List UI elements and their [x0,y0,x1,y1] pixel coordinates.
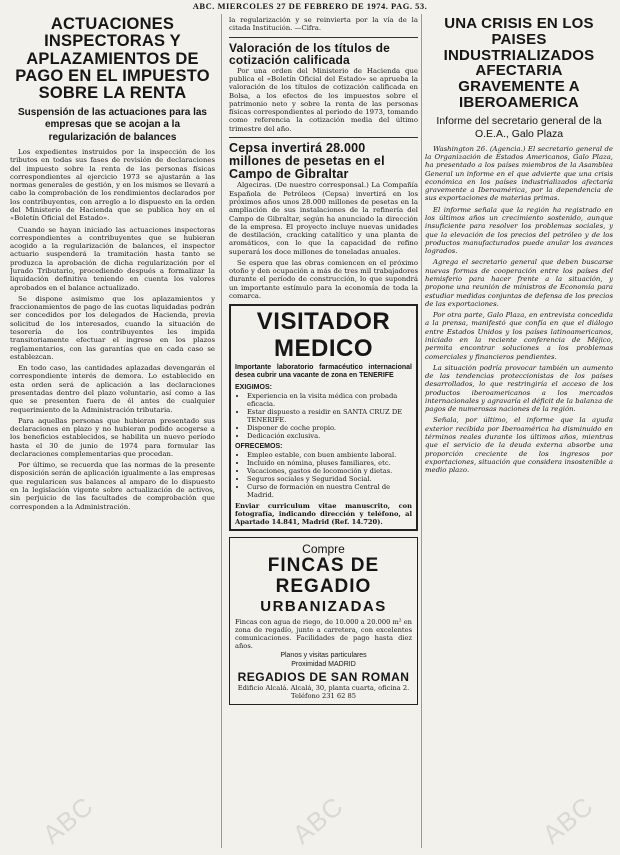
article-paragraph: Para aquellas personas que hubieran presentado sus declaraciones en plazo y no hubieran podido acogerse a los beneficios establecidos, se habilita un nuevo período hasta el 30 de junio de 1974 para formular las declaraciones complementarias que procedan. [10,416,215,458]
ad-title: FINCAS DE REGADIO [267,555,380,598]
list-item: • Disponer de coche propio. [247,424,412,432]
requirements-label: EXIGIMOS: [235,383,272,391]
article-paragraph: Por último, se recuerda que las normas de la presente disposición serán de aplicación igualmente a las empresas que regularicen sus balances al amparo de lo dispuesto en la legislación vigente sobre actualización de activos, sin perjuicio de las facultades de comprobación que corresponden a la Administración. [10,461,215,511]
ad-company: REGADIOS DE SAN ROMAN [237,670,410,685]
article-headline: UNA CRISIS EN LOS PAISES INDUSTRIALIZADOS AFECTARIA GRAVEMENTE A IBEROAMERICA [443,16,595,111]
column-rule [221,14,222,848]
divider [229,37,418,38]
article-paragraph: En todo caso, las cantidades aplazadas devengarán el correspondiente interés de demora. Lo establecido en esta orden será de aplicación a las declaraciones presentadas dentro del plazo voluntario, así como a las que se presenten fuera de él antes de cualquier requerimiento de la Administración tributaria. [10,364,215,414]
article-subheadline: Informe del secretario general de la O.E.A., Galo Plaza [436,114,602,140]
list-item: • Incluido en nómina, pluses familiares, etc. [247,459,412,467]
list-item: • Empleo estable, con buen ambiente laboral. [247,451,412,459]
watermark: ABC [536,790,600,850]
column-left [10,16,215,848]
article-paragraph: Los expedientes instruidos por la inspección de los tributos en todas sus fases de revisión de declaraciones del impuesto sobre la renta de las personas físicas correspondientes al ejercicio 1973 se ajustarán a las normas generales de gestión, y en los mismos se llevará a cabo la comprobación de los rendimientos declarados por los contribuyentes, con arreglo a lo dispuesto en la orden del Ministerio de Hacienda que se publica hoy en el «Boletín Oficial del Estado». [10,148,215,223]
ad-note: Planos y visitas particulares [280,652,367,660]
divider [229,137,418,138]
article-paragraph: Señala, por último, el informe que la ayuda exterior recibida por Iberoamérica ha disminuido en términos reales durante los últimos años, mientras que el servicio de la deuda externa absorbe una proporción creciente de los ingresos por exportaciones, situación que considera insostenible a medio plazo. [425,416,613,475]
article-paragraph: Se espera que las obras comiencen en el próximo otoño y den ocupación a más de tres mil trabajadores durante el período de construcción, lo que supondrá un importante estímulo para la economía de toda la comarca. [229,258,418,301]
ad-title: VISITADOR MEDICO [256,308,391,362]
article-paragraph: Se dispone asimismo que los aplazamientos y fraccionamientos de pago de las cuotas liquidadas podrán ser concedidos por los delegados de Hacienda, previa solicitud de los interesados, cuando la situación de tesorería de los contribuyentes les impida transitoriamente efectuar el ingreso en los plazos reglamentarios, con las garantías que en cada caso se establezcan. [10,294,215,361]
article-paragraph: Por otra parte, Galo Plaza, en entrevista concedida a la prensa, manifestó que confía en que el diálogo entre Estados Unidos y los países latinoamericanos, iniciado en la reciente conferencia de Méjico, permita encontrar soluciones a los problemas comerciales y financieros pendientes. [425,311,613,361]
ad-kicker: Compre [302,542,345,557]
offers-list [235,451,412,499]
running-head: ABC. MIERCOLES 27 DE FEBRERO DE 1974. PAG. 53. [192,1,428,11]
watermark: ABC [286,790,350,850]
watermark: ABC [36,790,100,850]
column-right [425,16,613,848]
real-estate-advertisement [229,537,418,705]
ad-details: Fincas con agua de riego, de 10.000 a 20.000 m² en zona de regadío, junto a carretera, con excelentes comunicaciones. Facilidades de pago hasta diez años. [235,618,412,651]
article-paragraph: El informe señala que la región ha registrado en los últimos años un crecimiento sostenido, aunque insuficiente para resolver los problemas sociales, y que la elevación de los precios del petróleo y de los productos manufacturados puede anular los avances logrados. [425,205,613,256]
list-item: • Seguros sociales y Seguridad Social. [247,475,412,483]
article-paragraph: Algeciras. (De nuestro corresponsal.) La Compañía Española de Petróleos (Cepsa) invertirá en los próximos años unos 28.000 millones de pesetas en la ampliación de sus instalaciones de la refinería del Campo de Gibraltar, según ha anunciado la dirección de la empresa. El proyecto incluye nuevas unidades de destilación, cracking catalítico y una planta de aromáticos, con lo que la capacidad de refino superará los doce millones de toneladas anuales. [229,181,418,256]
article-paragraph: Agrega el secretario general que deben buscarse nuevas formas de cooperación entre los países del hemisferio para hacer frente a la situación, y propone una reunión de ministros de Economía para estudiar medidas conjuntas de defensa de los precios de las exportaciones. [425,258,613,308]
list-item: • Dedicación exclusiva. [247,432,412,440]
requirements-list [235,392,412,440]
column-middle [229,16,418,848]
ad-subtitle: URBANIZADAS [260,598,387,616]
article-paragraph: La situación podría provocar también un aumento de las tendencias proteccionistas de los países desarrollados, lo que restringiría el acceso de los productos iberoamericanos a los mercados internacionales y agravaría el déficit de la balanza de pagos de numerosas naciones de la región. [425,363,613,414]
list-item: • Experiencia en la visita médica con probada eficacia. [247,392,412,408]
list-item: • Estar dispuesto a residir en SANTA CRUZ DE TENERIFE. [247,408,412,424]
article-headline: Cepsa invertirá 28.000 millones de pesetas en el Campo de Gibraltar [229,141,385,182]
article-headline: Valoración de los títulos de cotización calificada [229,40,390,68]
ad-contact: Enviar curriculum vitae manuscrito, con fotografía, indicando dirección y teléfono, al Apartado 14.841, Madrid (Ref. 14.720). [235,502,412,527]
ad-note: Proximidad MADRID [291,661,356,669]
column-rule [421,14,422,848]
article-paragraph: Por una orden del Ministerio de Hacienda que publica el «Boletín Oficial del Estado» se aprueba la valoración de los títulos de cotización calificada en Bolsa, a los efectos de los impuestos sobre el patrimonio neto y sobre la renta de las personas físicas correspondientes al periodo de 1973, tomando como referencia la cotización media del último trimestre del año. [229,66,418,133]
continued-text: la regularización y se reinvierta por la vía de la citada Institución. —Cifra. [229,16,418,33]
list-item: • Curso de formación en nuestra Central de Madrid. [247,483,412,499]
job-advertisement [229,304,418,531]
offers-label: OFRECEMOS: [235,443,283,451]
article-paragraph: Washington 26. (Agencia.) El secretario general de la Organización de Estados Americanos, Galo Plaza, ha presentado a los países miembros de la Asamblea General un informe en el que advierte que una crisis económica en los países industrializados afectaría gravemente a Iberoamérica, por la dependencia de sus exportaciones de materias primas. [425,144,613,203]
article-headline: ACTUACIONES INSPECTORAS Y APLAZAMIENTOS DE PAGO EN EL IMPUESTO SOBRE LA RENTA [15,16,210,103]
ad-intro: Importante laboratorio farmacéutico internacional desea cubrir una vacante de zona en TENERIFE [235,364,412,380]
ad-address: Edificio Alcalá. Alcalá, 30, planta cuarta, oficina 2. Teléfono 231 62 85 [237,684,410,701]
article-paragraph: Cuando se hayan iniciado las actuaciones inspectoras correspondientes a contribuyentes que se hubieran acogido a la regularización de balances, el inspector actuario suspenderá la tramitación hasta tanto se produzca la aprobación de dicha regularización por el Jurado Tributario, procediendo después a formalizar la liquidación definitiva teniendo en cuenta los valores aprobados en el balance actualizado. [10,225,215,292]
list-item: • Vacaciones, gastos de locomoción y dietas. [247,467,412,475]
article-subheadline: Suspensión de las actuaciones para las empresas que se acojan a la regularización de balances [18,106,207,143]
